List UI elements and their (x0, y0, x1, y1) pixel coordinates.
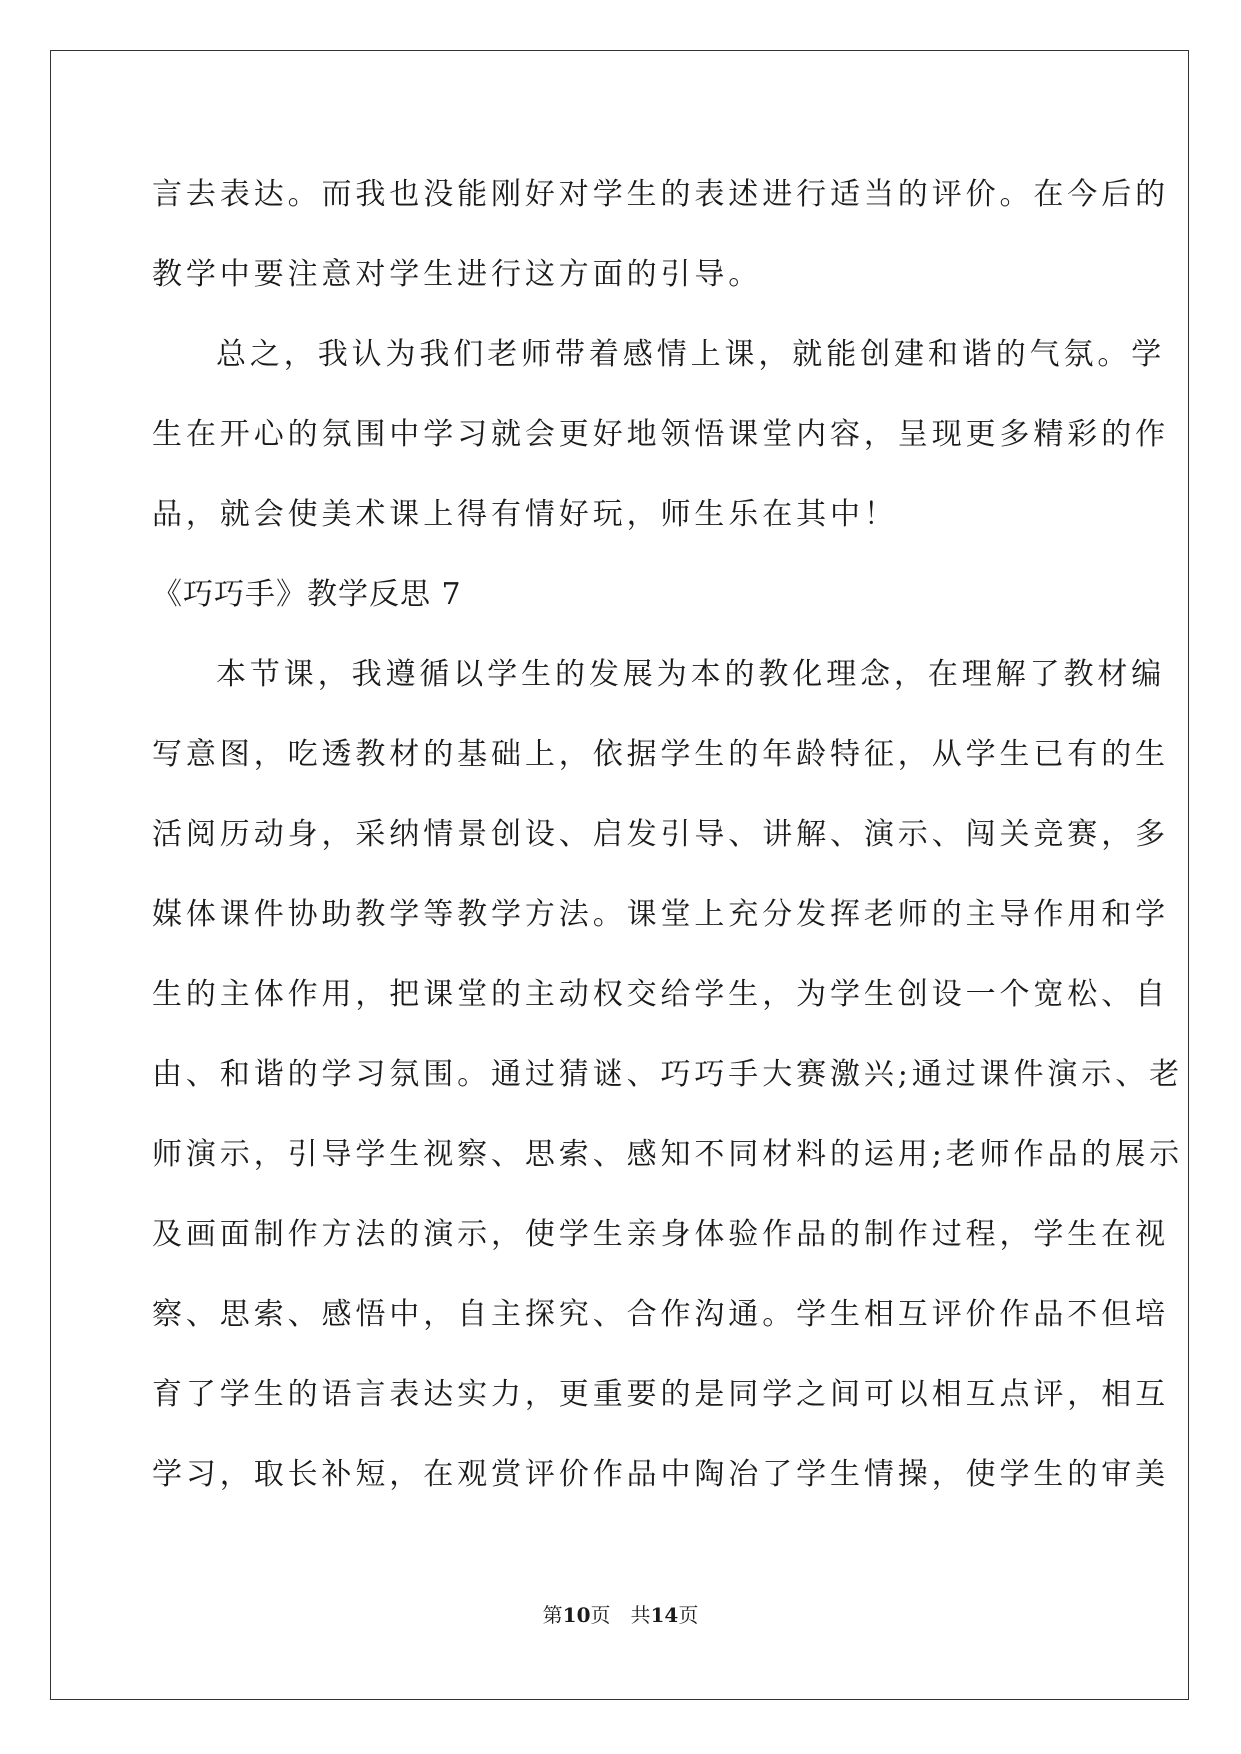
text-line: 教学中要注意对学生进行这方面的引导。 (152, 257, 763, 292)
page-prefix: 第 (542, 1603, 563, 1627)
total-pages: 14 (650, 1603, 679, 1627)
text-line: 察、思索、感悟中，自主探究、合作沟通。学生相互评价作品不但培 (152, 1297, 1169, 1332)
text-line: 及画面制作方法的演示，使学生亲身体验作品的制作过程，学生在视 (152, 1217, 1169, 1252)
text-line: 育了学生的语言表达实力，更重要的是同学之间可以相互点评，相互 (152, 1377, 1169, 1412)
text-line: 媒体课件协助教学等教学方法。课堂上充分发挥老师的主导作用和学 (152, 897, 1169, 932)
page-footer (0, 1600, 1241, 1630)
paragraph-start-line: 总之，我认为我们老师带着感情上课，就能创建和谐的气氛。学 (216, 337, 1166, 372)
text-line: 写意图，吃透教材的基础上，依据学生的年龄特征，从学生已有的生 (152, 737, 1169, 772)
total-suffix: 页 (678, 1603, 699, 1627)
total-prefix: 共 (630, 1603, 651, 1627)
text-line: 师演示，引导学生视察、思索、感知不同材料的运用;老师作品的展示 (152, 1137, 1184, 1172)
page-number: 10 (562, 1603, 591, 1627)
text-line: 言去表达。而我也没能刚好对学生的表述进行适当的评价。在今后的 (152, 177, 1169, 212)
text-line: 由、和谐的学习氛围。通过猜谜、巧巧手大赛激兴;通过课件演示、老 (152, 1057, 1184, 1092)
text-line: 活阅历动身，采纳情景创设、启发引导、讲解、演示、闯关竞赛，多 (152, 817, 1169, 852)
document-body (152, 155, 1184, 1515)
page-suffix: 页 (590, 1603, 611, 1627)
text-line: 生在开心的氛围中学习就会更好地领悟课堂内容，呈现更多精彩的作 (152, 417, 1169, 452)
paragraph-start-line: 本节课，我遵循以学生的发展为本的教化理念，在理解了教材编 (216, 657, 1166, 692)
text-line: 生的主体作用，把课堂的主动权交给学生，为学生创设一个宽松、自 (152, 977, 1169, 1012)
text-line: 学习，取长补短，在观赏评价作品中陶冶了学生情操，使学生的审美 (152, 1457, 1169, 1492)
section-heading: 《巧巧手》教学反思 7 (152, 577, 462, 612)
text-line: 品，就会使美术课上得有情好玩，师生乐在其中！ (152, 497, 898, 532)
